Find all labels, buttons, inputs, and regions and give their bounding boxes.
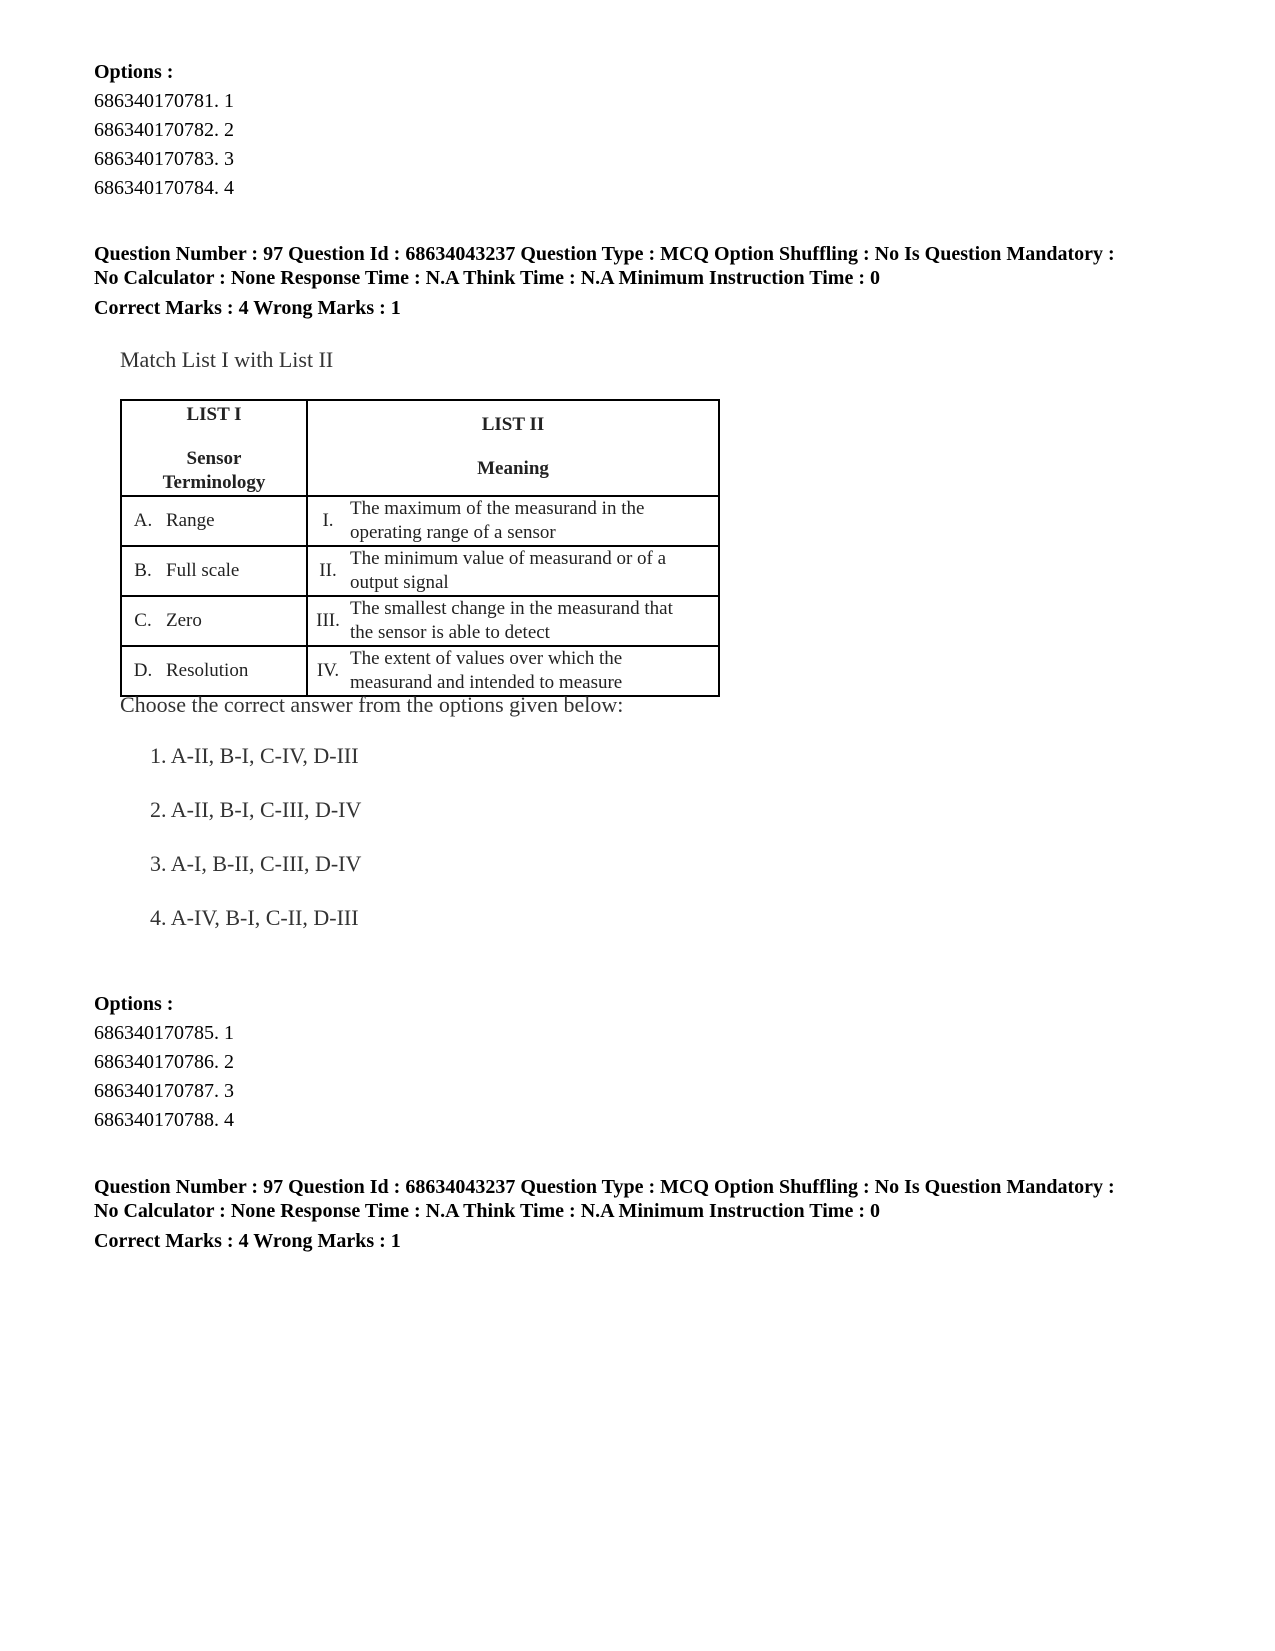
row-meaning	[348, 596, 719, 646]
answer-choice: 3. A-I, B-II, C-III, D-IV	[150, 851, 362, 876]
row-meaning	[348, 646, 719, 696]
list2-title: LIST II	[481, 414, 545, 435]
list1-header	[121, 400, 307, 496]
table-row	[121, 496, 719, 546]
row-roman: II.	[307, 546, 348, 596]
list1-subtitle: Sensor	[186, 448, 242, 469]
options-label: Options :	[94, 993, 174, 1015]
option-item: 686340170785. 1	[94, 1022, 234, 1044]
question-header	[94, 242, 1115, 323]
answer-choice: 4. A-IV, B-I, C-II, D-III	[150, 905, 359, 930]
table-row	[121, 646, 719, 696]
table-header-row	[121, 400, 719, 496]
question-marks: Correct Marks : 4 Wrong Marks : 1	[94, 1230, 401, 1252]
question-meta-line2: No Calculator : None Response Time : N.A Think Time : N.A Minimum Instruction Time : 0	[94, 1200, 880, 1222]
choose-instruction: Choose the correct answer from the options given below:	[120, 692, 624, 717]
row-roman: IV.	[307, 646, 348, 696]
answer-choice: 1. A-II, B-I, C-IV, D-III	[150, 743, 359, 768]
option-item: 686340170782. 2	[94, 119, 234, 141]
row-roman: III.	[307, 596, 348, 646]
option-item: 686340170786. 2	[94, 1051, 234, 1073]
meaning-line: the sensor is able to detect	[350, 622, 550, 643]
list1-subtitle: Terminology	[162, 472, 266, 493]
table-row	[121, 546, 719, 596]
row-roman: I.	[307, 496, 348, 546]
match-table	[120, 399, 720, 697]
row-meaning	[348, 546, 719, 596]
row-letter: B.	[121, 546, 164, 596]
next-question-header	[94, 1175, 1115, 1256]
question-meta-line1: Question Number : 97 Question Id : 68634043237 Question Type : MCQ Option Shuffling : No Is Question Mandatory :	[94, 1176, 1115, 1198]
list1-title: LIST I	[186, 404, 242, 425]
options-label: Options :	[94, 61, 174, 83]
meaning-line: operating range of a sensor	[350, 522, 556, 543]
option-item: 686340170783. 3	[94, 148, 234, 170]
question-prompt: Match List I with List II	[120, 347, 334, 372]
meaning-line: The extent of values over which the	[350, 648, 623, 669]
row-term: Zero	[164, 596, 307, 646]
row-term: Range	[164, 496, 307, 546]
meaning-line: The smallest change in the measurand that	[350, 598, 673, 619]
option-item: 686340170784. 4	[94, 177, 234, 199]
table-row	[121, 596, 719, 646]
top-options-block	[94, 58, 234, 203]
row-letter: C.	[121, 596, 164, 646]
row-term: Resolution	[164, 646, 307, 696]
meaning-line: The maximum of the measurand in the	[350, 498, 645, 519]
row-term: Full scale	[164, 546, 307, 596]
list2-header	[307, 400, 719, 496]
option-item: 686340170787. 3	[94, 1080, 234, 1102]
option-item: 686340170781. 1	[94, 90, 234, 112]
option-item: 686340170788. 4	[94, 1109, 234, 1131]
meaning-line: measurand and intended to measure	[350, 672, 623, 693]
question-meta-line1: Question Number : 97 Question Id : 68634043237 Question Type : MCQ Option Shuffling : No Is Question Mandatory :	[94, 243, 1115, 265]
bottom-options-block	[94, 990, 234, 1135]
meaning-line: output signal	[350, 572, 449, 593]
row-meaning	[348, 496, 719, 546]
row-letter: D.	[121, 646, 164, 696]
row-letter: A.	[121, 496, 164, 546]
meaning-line: The minimum value of measurand or of a	[350, 548, 667, 569]
question-marks: Correct Marks : 4 Wrong Marks : 1	[94, 297, 401, 319]
answer-choice: 2. A-II, B-I, C-III, D-IV	[150, 797, 362, 822]
question-meta-line2: No Calculator : None Response Time : N.A Think Time : N.A Minimum Instruction Time : 0	[94, 267, 880, 289]
list2-subtitle: Meaning	[477, 458, 549, 479]
